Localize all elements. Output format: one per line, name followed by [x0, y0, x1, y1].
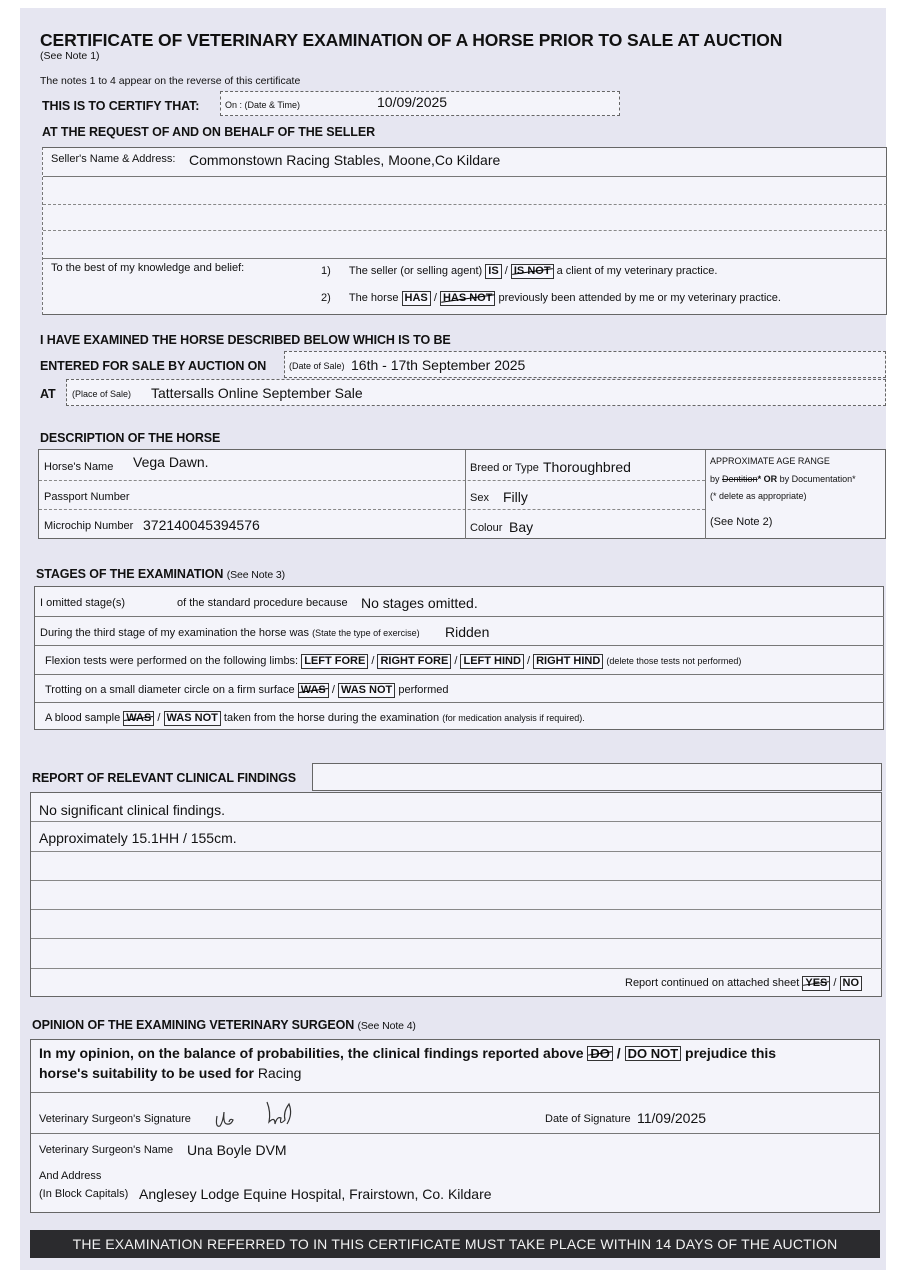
signature-image — [209, 1094, 319, 1134]
date-signature-label: Date of Signature — [545, 1113, 631, 1125]
breed-label: Breed or Type — [470, 462, 539, 474]
microchip-label: Microchip Number — [44, 520, 134, 532]
opinion-text: In my opinion, on the balance of probabilities, the clinical findings reported above DO / DO NOT prejudice this — [39, 1045, 777, 1061]
sale-date-value: 16th - 17th September 2025 — [351, 357, 526, 373]
continued-yes-option[interactable]: YES — [802, 976, 830, 991]
opinion-header: OPINION OF THE EXAMINING VETERINARY SURGEON (See Note 4) — [32, 1018, 416, 1032]
stages-header: STAGES OF THE EXAMINATION (See Note 3) — [36, 567, 286, 581]
sale-date-label: (Date of Sale) — [289, 361, 345, 371]
seller-value[interactable]: Commonstown Racing Stables, Moone,Co Kildare — [189, 152, 501, 168]
see-note-1: (See Note 1) — [40, 50, 100, 62]
certify-on-value: 10/09/2025 — [377, 94, 448, 110]
report-header: REPORT OF RELEVANT CLINICAL FINDINGS — [32, 771, 296, 785]
is-not-option[interactable]: IS NOT — [511, 264, 554, 279]
certify-date-field[interactable] — [220, 91, 620, 116]
age-see-note: (See Note 2) — [710, 516, 773, 528]
trot-was-not-option[interactable]: WAS NOT — [338, 683, 395, 698]
age-dentition-option[interactable]: Dentition — [722, 474, 758, 484]
trot-row: Trotting on a small diameter circle on a firm surface WAS / WAS NOT performed — [45, 684, 449, 696]
stages-table — [34, 586, 884, 730]
third-stage-label: During the third stage of my examination the horse was (State the type of exercise) — [40, 627, 420, 639]
address-label-1: And Address — [39, 1170, 102, 1182]
knowledge-item-1: 1) The seller (or selling agent) IS / IS NOT a client of my veterinary practice. — [321, 265, 718, 277]
right-hind-option[interactable]: RIGHT HIND — [533, 654, 603, 669]
certify-on-label: On : (Date & Time) — [225, 100, 301, 110]
sex-value[interactable]: Filly — [503, 489, 528, 505]
left-hind-option[interactable]: LEFT HIND — [460, 654, 523, 669]
report-line-1: No significant clinical findings. — [39, 802, 225, 818]
date-signature-value[interactable]: 11/09/2025 — [637, 1110, 707, 1126]
report-body[interactable] — [30, 792, 882, 997]
age-by-line: by Dentition* OR by Documentation* — [710, 474, 856, 484]
seller-block — [42, 147, 887, 315]
footer-banner: THE EXAMINATION REFERRED TO IN THIS CERTIFICATE MUST TAKE PLACE WITHIN 14 DAYS OF THE AUCTION — [30, 1230, 880, 1258]
horse-name-label: Horse's Name — [44, 461, 114, 473]
address-value[interactable]: Anglesey Lodge Equine Hospital, Frairstown, Co. Kildare — [139, 1186, 492, 1202]
has-option[interactable]: HAS — [402, 291, 431, 306]
age-delete-note: (* delete as appropriate) — [710, 491, 807, 501]
notes-line: The notes 1 to 4 appear on the reverse of this certificate — [40, 75, 301, 87]
surgeon-name-label: Veterinary Surgeon's Name — [39, 1144, 174, 1156]
left-fore-option[interactable]: LEFT FORE — [301, 654, 368, 669]
examined-line1: I HAVE EXAMINED THE HORSE DESCRIBED BELOW WHICH IS TO BE — [40, 333, 451, 347]
description-table — [38, 449, 886, 539]
opinion-block — [30, 1039, 880, 1213]
certify-label: THIS IS TO CERTIFY THAT: — [42, 99, 200, 113]
microchip-value[interactable]: 372140045394576 — [143, 517, 260, 533]
third-stage-value[interactable]: Ridden — [445, 624, 490, 640]
do-option[interactable]: DO — [587, 1046, 613, 1061]
is-option[interactable]: IS — [485, 264, 501, 279]
right-fore-option[interactable]: RIGHT FORE — [377, 654, 451, 669]
blood-was-option[interactable]: WAS — [123, 711, 154, 726]
colour-value[interactable]: Bay — [509, 519, 534, 535]
omitted-value[interactable]: No stages omitted. — [361, 595, 478, 611]
knowledge-label: To the best of my knowledge and belief: — [51, 262, 245, 274]
sale-place-field[interactable] — [66, 379, 886, 406]
sale-date-field[interactable] — [284, 351, 886, 378]
flexion-row: Flexion tests were performed on the following limbs: LEFT FORE / RIGHT FORE / LEFT HIND / RIGHT HIND (delete those tests not performed) — [45, 655, 742, 667]
seller-label: Seller's Name & Address: — [51, 153, 176, 165]
omitted-label: I omitted stage(s) — [40, 597, 125, 609]
do-not-option[interactable]: DO NOT — [625, 1046, 682, 1061]
certificate-title: CERTIFICATE OF VETERINARY EXAMINATION OF A HORSE PRIOR TO SALE AT AUCTION — [40, 30, 783, 50]
at-label: AT — [40, 387, 56, 401]
colour-label: Colour — [470, 522, 503, 534]
breed-value[interactable]: Thoroughbred — [543, 459, 631, 475]
opinion-text-2: horse's suitability to be used for Racing — [39, 1065, 302, 1081]
report-continued: Report continued on attached sheet YES / NO — [625, 976, 862, 991]
knowledge-item-2: 2) The horse HAS / HAS NOT previously been attended by me or my veterinary practice. — [321, 292, 781, 304]
continued-no-option[interactable]: NO — [840, 976, 863, 991]
request-header: AT THE REQUEST OF AND ON BEHALF OF THE SELLER — [42, 125, 376, 139]
sale-place-label: (Place of Sale) — [72, 389, 132, 399]
omitted-mid: of the standard procedure because — [177, 597, 348, 609]
sale-place-value: Tattersalls Online September Sale — [151, 385, 363, 401]
opinion-purpose[interactable]: Racing — [257, 1065, 302, 1081]
has-not-option[interactable]: HAS NOT — [440, 291, 496, 306]
age-header: APPROXIMATE AGE RANGE — [710, 456, 830, 466]
horse-name-value[interactable]: Vega Dawn. — [133, 454, 209, 470]
report-header-field — [312, 763, 882, 791]
sex-label: Sex — [470, 492, 489, 504]
address-label-2: (In Block Capitals) — [39, 1188, 129, 1200]
blood-was-not-option[interactable]: WAS NOT — [164, 711, 221, 726]
passport-label: Passport Number — [44, 491, 130, 503]
examined-line2: ENTERED FOR SALE BY AUCTION ON — [40, 359, 267, 373]
signature-label: Veterinary Surgeon's Signature — [39, 1113, 191, 1125]
trot-was-option[interactable]: WAS — [298, 683, 329, 698]
description-header: DESCRIPTION OF THE HORSE — [40, 431, 221, 445]
surgeon-name-value[interactable]: Una Boyle DVM — [187, 1142, 287, 1158]
blood-row: A blood sample WAS / WAS NOT taken from the horse during the examination (for medication analysis if required). — [45, 712, 585, 724]
report-line-2: Approximately 15.1HH / 155cm. — [39, 830, 237, 846]
